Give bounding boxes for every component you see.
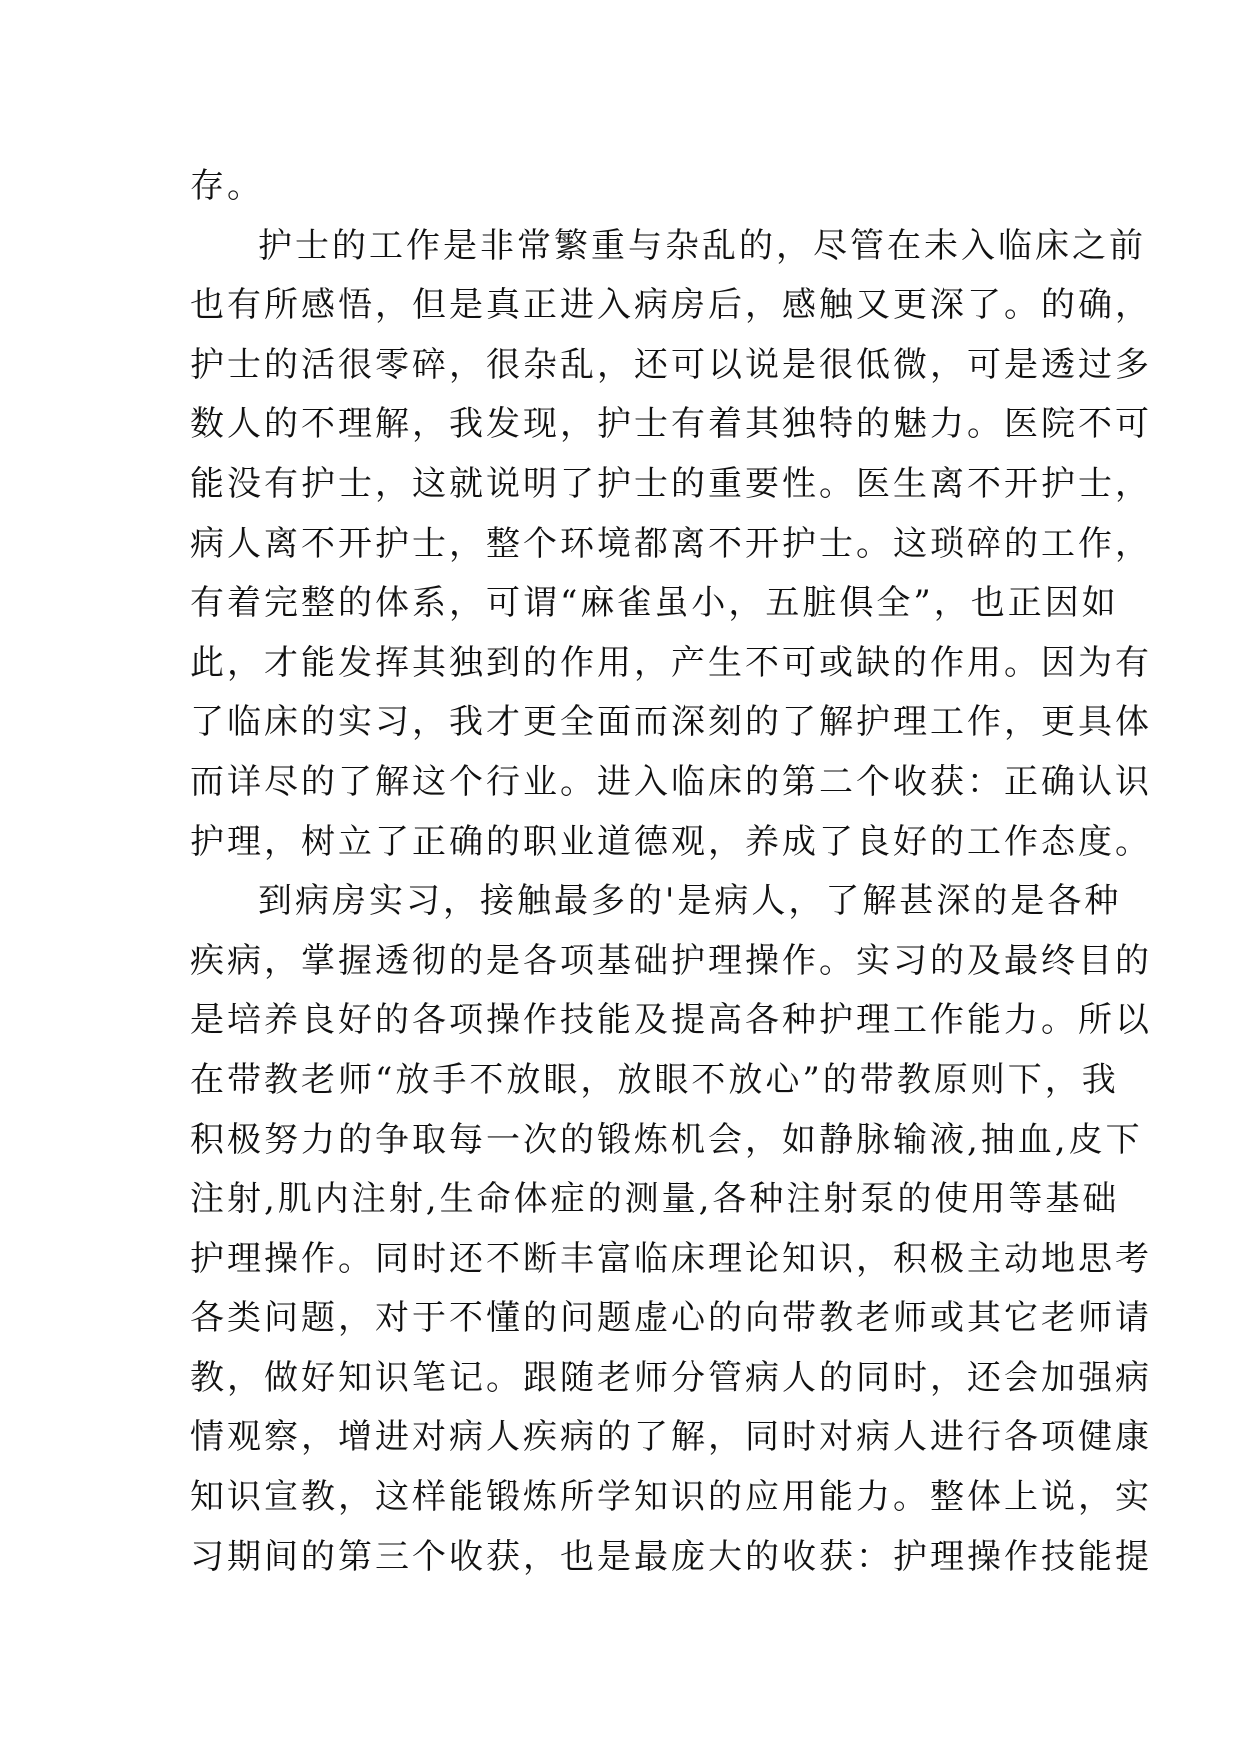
text-line: 而详尽的了解这个行业。进入临床的第二个收获：正确认识 xyxy=(190,761,1152,802)
text-line: 有着完整的体系，可谓“麻雀虽小，五脏俱全”，也正因如 xyxy=(190,583,1119,624)
text-line: 也有所感悟，但是真正进入病房后，感触又更深了。的确， xyxy=(190,285,1152,326)
text-line: 情观察，增进对病人疾病的了解，同时对病人进行各项健康 xyxy=(190,1417,1152,1458)
text-line: 积极努力的争取每一次的锻炼机会，如静脉输液,抽血,皮下 xyxy=(190,1119,1143,1160)
text-line: 教，做好知识笔记。跟随老师分管病人的同时，还会加强病 xyxy=(190,1357,1152,1398)
text-line: 是培养良好的各项操作技能及提高各种护理工作能力。所以 xyxy=(190,1000,1152,1041)
text-line: 注射,肌内注射,生命体症的测量,各种注射泵的使用等基础 xyxy=(190,1179,1120,1220)
paragraph-start-line: 护士的工作是非常繁重与杂乱的，尽管在未入临床之前 xyxy=(258,225,1146,266)
paragraph-start-line: 到病房实习，接触最多的'是病人，了解甚深的是各种 xyxy=(258,881,1122,922)
text-line: 病人离不开护士，整个环境都离不开护士。这琐碎的工作， xyxy=(190,523,1152,564)
text-line: 数人的不理解，我发现，护士有着其独特的魅力。医院不可 xyxy=(190,404,1152,445)
text-line: 在带教老师“放手不放眼，放眼不放心”的带教原则下，我 xyxy=(190,1059,1119,1100)
text-line: 了临床的实习，我才更全面而深刻的了解护理工作，更具体 xyxy=(190,702,1152,743)
text-line: 疾病，掌握透彻的是各项基础护理操作。实习的及最终目的 xyxy=(190,940,1152,981)
text-line: 此，才能发挥其独到的作用，产生不可或缺的作用。因为有 xyxy=(190,642,1152,683)
text-line: 各类问题，对于不懂的问题虚心的向带教老师或其它老师请 xyxy=(190,1298,1152,1339)
text-line: 护理操作。同时还不断丰富临床理论知识，积极主动地思考 xyxy=(190,1238,1152,1279)
text-line: 能没有护士，这就说明了护士的重要性。医生离不开护士， xyxy=(190,463,1152,504)
document-body xyxy=(190,157,1152,1587)
text-line: 护士的活很零碎，很杂乱，还可以说是很低微，可是透过多 xyxy=(190,344,1152,385)
text-line: 习期间的第三个收获，也是最庞大的收获：护理操作技能提 xyxy=(190,1536,1152,1577)
text-line: 护理，树立了正确的职业道德观，养成了良好的工作态度。 xyxy=(190,821,1152,862)
text-line: 知识宣教，这样能锻炼所学知识的应用能力。整体上说，实 xyxy=(190,1477,1152,1518)
text-line: 存。 xyxy=(190,166,264,206)
